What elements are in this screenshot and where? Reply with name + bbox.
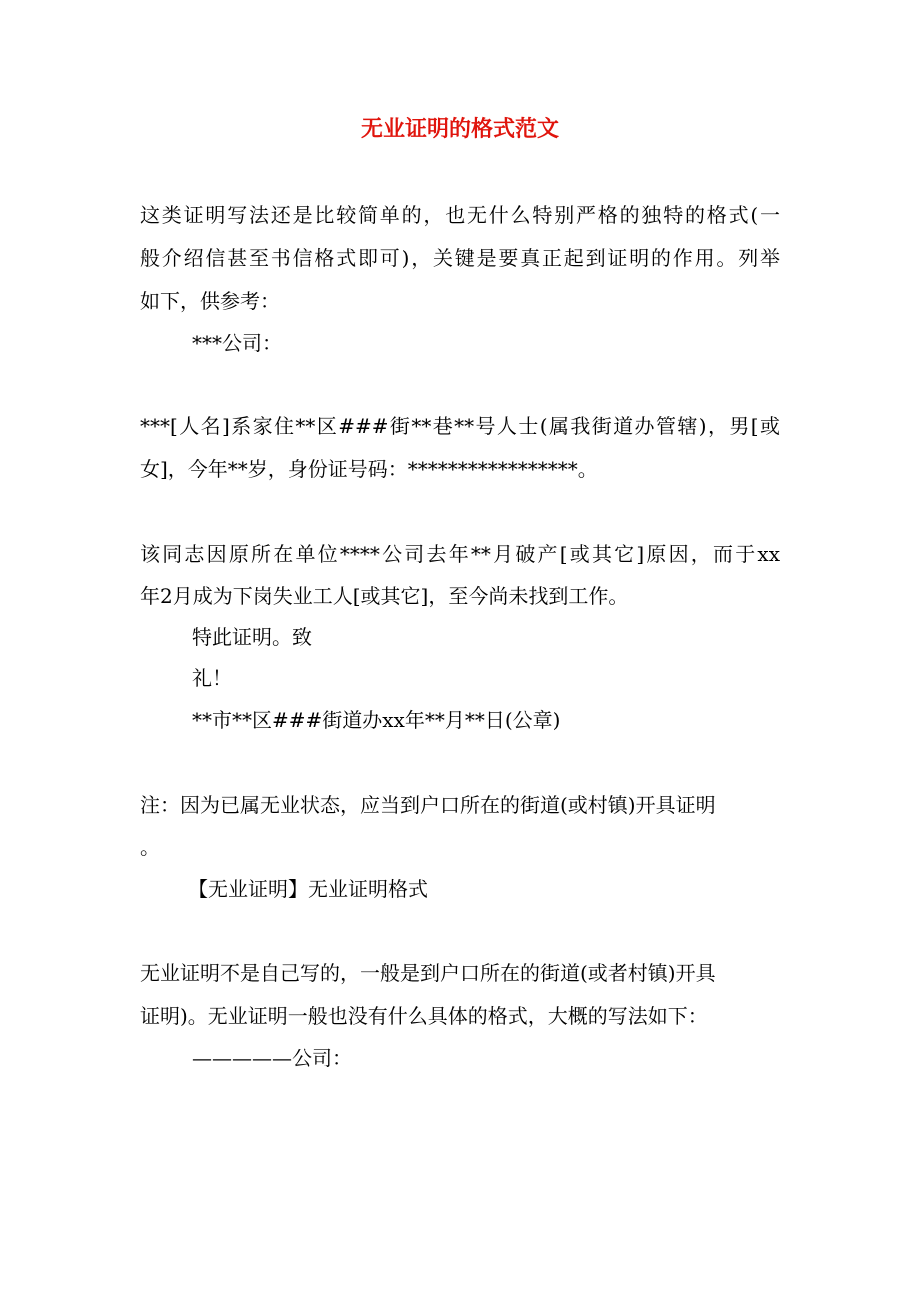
paragraph-line: 该同志因原所在单位****公司去年**月破产[或其它]原因，而于xx — [140, 542, 780, 566]
paragraph-line: ***[人名]系家住**区###街**巷**号人士(属我街道办管辖)，男[或 — [140, 414, 780, 438]
paragraph-line: 如下，供参考： — [140, 289, 280, 313]
paragraph-line: 年2月成为下岗失业工人[或其它]，至今尚未找到工作。 — [140, 584, 629, 608]
closing-line: 特此证明。致 — [192, 625, 312, 649]
paragraph-line: 女]，今年**岁，身份证号码：*****************。 — [140, 457, 598, 481]
note-line: 注：因为已属无业状态，应当到户口所在的街道(或村镇)开具证明 — [140, 793, 716, 817]
paragraph-line: 这类证明写法还是比较简单的，也无什么特别严格的独特的格式(一 — [140, 203, 780, 227]
paragraph-line: 证明)。无业证明一般也没有什么具体的格式，大概的写法如下： — [140, 1004, 708, 1028]
paragraph-line: 般介绍信甚至书信格式即可)，关键是要真正起到证明的作用。列举 — [140, 246, 780, 270]
closing-line: 礼！ — [192, 666, 232, 690]
salutation-line: —————公司： — [192, 1046, 352, 1070]
signature-line: **市**区###街道办xx年**月**日(公章) — [192, 708, 561, 732]
section-heading: 【无业证明】无业证明格式 — [188, 877, 428, 901]
document-title: 无业证明的格式范文 — [360, 116, 559, 142]
paragraph-line: 无业证明不是自己写的，一般是到户口所在的街道(或者村镇)开具 — [140, 961, 716, 985]
note-line: 。 — [140, 835, 160, 859]
salutation-line: ***公司： — [192, 331, 282, 355]
